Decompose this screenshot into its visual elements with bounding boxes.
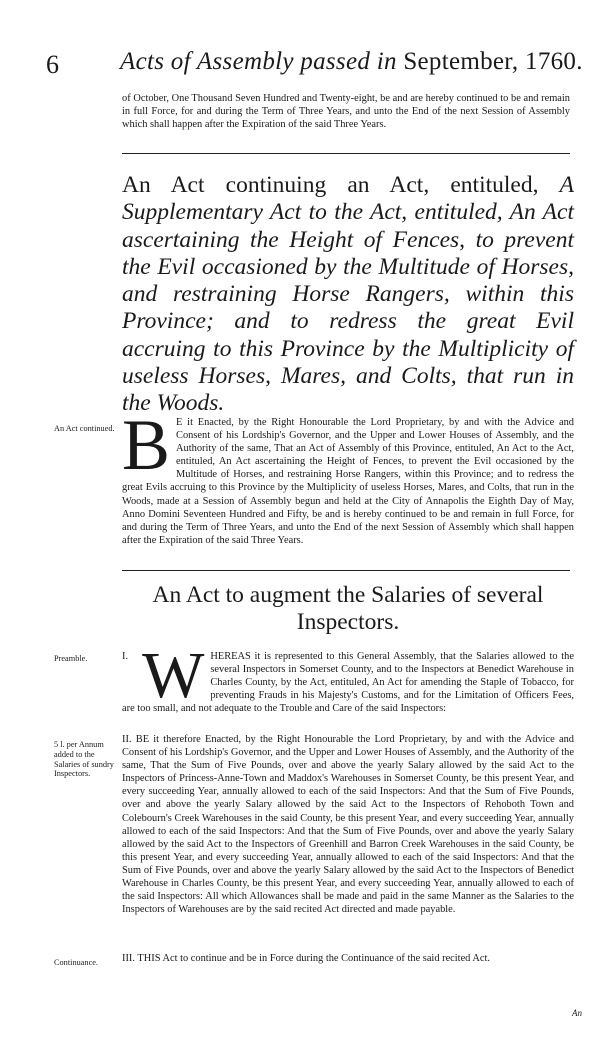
act-title-roman: An Act continuing an Act, entituled,: [122, 172, 539, 198]
act-body-text: E it Enacted, by the Right Honourable the Lord Proprietary, by and with the Advice and Consent of his Lordship's Governor, and the Upper and Lower Houses of Assembly, and the Authority of the same, That an Act of Assembly of this Province, entituled, An Act to the Act, entituled, An Act ascertaining the Height of Fences, to prevent the Evil occasioned by the Multitude of Horses, and restraining Horse Rangers, within this Province; and to redress the great Evils accruing to this Province by the Multiplicity of useless Horses, Mares, and Colts, that run in the Woods, made at a Session of Assembly begun and held at the City of Annapolis the Eighth Day of May, Anno Domini Seventeen Hundred and Fifty, be and is hereby continued to be and remain in full Force, for and during the Term of Three Years, and unto the End of the next Session of Assembly which shall happen after the Expiration of the said Three Years.: [122, 417, 574, 546]
preamble-paragraph: [122, 639, 574, 715]
page-number: 6: [46, 50, 59, 79]
margin-note-continuance: Continuance.: [54, 958, 99, 967]
section-numeral: I.: [122, 651, 129, 662]
act-title-inspectors: An Act to augment the Salaries of several Inspectors.: [152, 582, 544, 636]
running-title: [120, 48, 583, 76]
margin-note-preamble: Preamble.: [54, 654, 88, 663]
page-header: [40, 48, 583, 88]
section-divider: [122, 153, 570, 154]
continuation-paragraph: of October, One Thousand Seven Hundred and Twenty-eight, be and are hereby continued to be and remain in full Force, for and during the Term of Three Years, and unto the End of the next Session of Assembly which shall happen after the Expiration of the said Three Years.: [122, 93, 570, 131]
preamble-text: HEREAS it is represented to this General Assembly, that the Salaries allowed to the several Inspectors in Somerset County, and to the Inspectors at Benedict Warehouse in Charles County, by the Act, entituled, An Act for amending the Staple of Tobacco, for preventing Frauds in his Majesty's Customs, and for the Limitation of Officers Fees, are too small, and not adequate to the Trouble and Care of the said Inspectors:: [122, 651, 574, 715]
margin-note-act-continued: An Act continued.: [54, 424, 115, 433]
drop-cap: B: [122, 405, 171, 485]
catchword: An: [572, 1008, 582, 1018]
running-title-date: September, 1760.: [403, 48, 583, 75]
act-title-fences: [122, 172, 574, 418]
drop-cap: W: [142, 639, 205, 712]
section-three-paragraph: III. THIS Act to continue and be in Force during the Continuance of the said recited Act.: [122, 953, 490, 964]
act-title-italic: A Supplementary Act to the Act, entituled, An Act ascertaining the Height of Fences, to prevent the Evil occasioned by the Multitude of Horses, and restraining Horse Rangers, within this Province; and to redress the great Evil accruing to this Province by the Multiplicity of useless Horses, Mares, and Colts, that run in the Woods.: [122, 172, 575, 417]
section-two-paragraph: II. BE it therefore Enacted, by the Right Honourable the Lord Proprietary, by and with the Advice and Consent of his Lordship's Governor, and the Upper and Lower Houses of Assembly, and the Authority of the same, That the Sum of Five Pounds, over and above the yearly Salary allowed by the said Act to the Inspectors of Princess-Anne-Town and Maddox's Warehouses in Somerset County, be this present Year, and every succeeding Year, annually allowed to each of the said Inspectors: And that the Sum of Five Pounds, over and above the yearly Salary allowed by the said Act to the Inspectors of Rehoboth Town and Colebourn's Creek Warehouses in the said County, be this present Year, and every succeeding Year, annually allowed to each of the said Inspectors: And that the Sum of Five Pounds, over and above the yearly Salary allowed by the said Act to the Inspectors of Greenhill and Barron Creek Warehouses in the said County, be this present Year, and every succeeding Year, annually allowed to each of the said Inspectors: And that the Sum of Five Pounds, over and above the yearly Salary allowed by the said Act to the Inspectors of Benedict Warehouse in Charles County, be this present Year, and every succeeding Year, annually allowed to each of the said Inspectors: All which Allowances shall be made and paid in the same Manner as the Salaries to the Inspectors of Warehouses are by the said recited Act directed and made payable.: [122, 734, 574, 916]
act-body-fences: [122, 405, 574, 547]
running-title-text: Acts of Assembly passed in: [120, 48, 397, 75]
section-divider: [122, 570, 570, 571]
margin-note-salaries: 5 l. per Annum added to the Salaries of sundry Inspectors.: [54, 740, 114, 779]
